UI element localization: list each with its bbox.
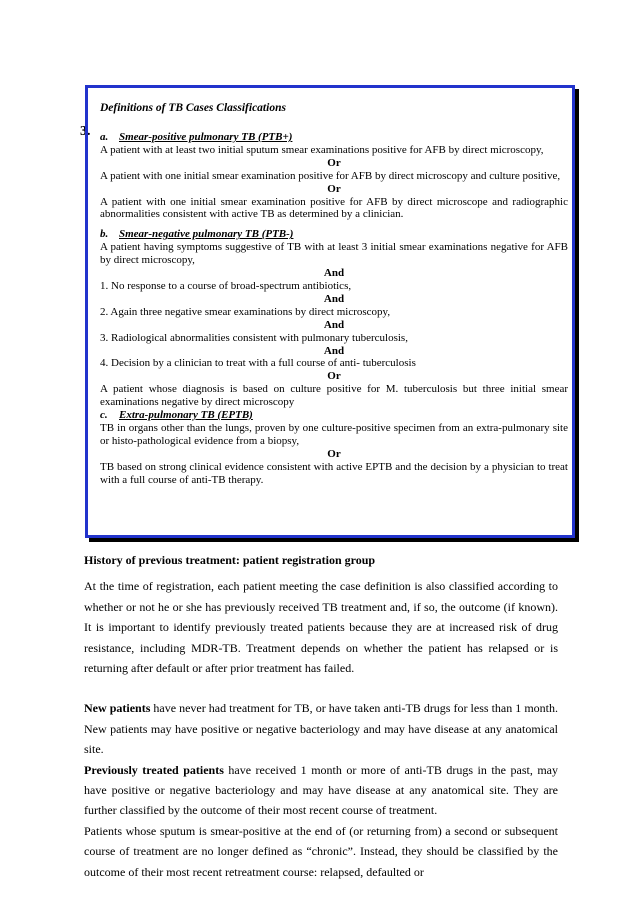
definition-text: 2. Again three negative smear examinations by direct microscopy, xyxy=(100,305,391,318)
box-body xyxy=(100,131,568,486)
connector-or: Or xyxy=(327,182,341,195)
definition-text: A patient with at least two initial sputum smear examinations positive for AFB by direct microscopy, xyxy=(100,143,544,156)
term-previously-treated: Previously treated patients xyxy=(84,762,224,777)
subheading-label: c. xyxy=(100,409,108,422)
definition-text: A patient with one initial smear examination positive for AFB by direct microscopy and culture positive, xyxy=(100,169,561,182)
spacer xyxy=(84,678,558,698)
paragraph-text: have never had treatment for TB, or have taken anti-TB drugs for less than 1 month. New patients may have positive or negative bacteriology and may have disease at any anatomical site. xyxy=(84,701,558,757)
main-text xyxy=(84,550,558,882)
paragraph: Patients whose sputum is smear-positive at the end of (or returning from) a second or subsequent course of treatment are no longer defined as “chronic”. Instead, they should be classified by the outcome of their most recent retreatment course: relapsed, defaulted or xyxy=(84,823,558,879)
paragraph-previously-treated xyxy=(84,760,558,821)
definition-text: 1. No response to a course of broad-spectrum antibiotics, xyxy=(100,279,352,292)
definition-text: A patient whose diagnosis is based on culture positive for M. tuberculosis but three initial smear examinations negative by direct microscopy xyxy=(100,383,568,409)
subheading-ptb-negative xyxy=(100,228,568,241)
subheading-text: Smear-negative pulmonary TB (PTB-) xyxy=(119,228,294,241)
connector-and: And xyxy=(323,318,345,331)
subheading-ptb-positive xyxy=(100,131,568,144)
definition-text: A patient having symptoms suggestive of TB with at least 3 initial smear examinations negative for AFB by direct microscopy, xyxy=(100,241,568,267)
subheading-text: Extra-pulmonary TB (EPTB) xyxy=(119,409,253,422)
section-heading: History of previous treatment: patient registration group xyxy=(84,553,376,567)
connector-or: Or xyxy=(327,447,341,460)
paragraph-text: have received 1 month or more of anti-TB drugs in the past, may have positive or negative bacteriology and may have disease at any anatomical site. They are further classified by the outcome of their most recent course of treatment. xyxy=(84,762,559,818)
definition-text: A patient with one initial smear examination positive for AFB by direct microscope and radiographic abnormalities consistent with active TB as determined by a clinician. xyxy=(100,195,568,221)
connector-and: And xyxy=(323,267,345,280)
subheading-text: Smear-positive pulmonary TB (PTB+) xyxy=(119,131,293,143)
section-number: 3. xyxy=(80,124,91,139)
subheading-eptb xyxy=(100,409,568,422)
definition-text: TB based on strong clinical evidence consistent with active EPTB and the decision by a physician to treat with a full course of anti-TB therapy. xyxy=(100,460,568,486)
connector-or: Or xyxy=(327,156,341,169)
connector-and: And xyxy=(323,344,345,357)
connector-or: Or xyxy=(327,370,341,383)
subheading-label: a. xyxy=(100,131,109,143)
paragraph-new-patients xyxy=(84,698,558,759)
connector-and: And xyxy=(323,292,345,305)
paragraph: At the time of registration, each patient meeting the case definition is also classified according to whether or not he or she has previously received TB treatment and, if so, the outcome (if known). It is important to identify previously treated patients because they are at increased risk of drug resistance, including MDR-TB. Treatment depends on whether the patient has relapsed or is returning after default or after prior treatment has failed. xyxy=(84,579,558,676)
definition-text: 3. Radiological abnormalities consistent with pulmonary tuberculosis, xyxy=(100,331,408,344)
subheading-label: b. xyxy=(100,228,109,241)
box-title: Definitions of TB Cases Classifications xyxy=(100,102,286,114)
definition-text: TB in organs other than the lungs, proven by one culture-positive specimen from an extra-pulmonary site or histo-pathological evidence from a biopsy, xyxy=(100,421,568,447)
term-new-patients: New patients xyxy=(84,701,151,716)
definition-text: 4. Decision by a clinician to treat with a full course of anti- tuberculosis xyxy=(100,357,416,370)
